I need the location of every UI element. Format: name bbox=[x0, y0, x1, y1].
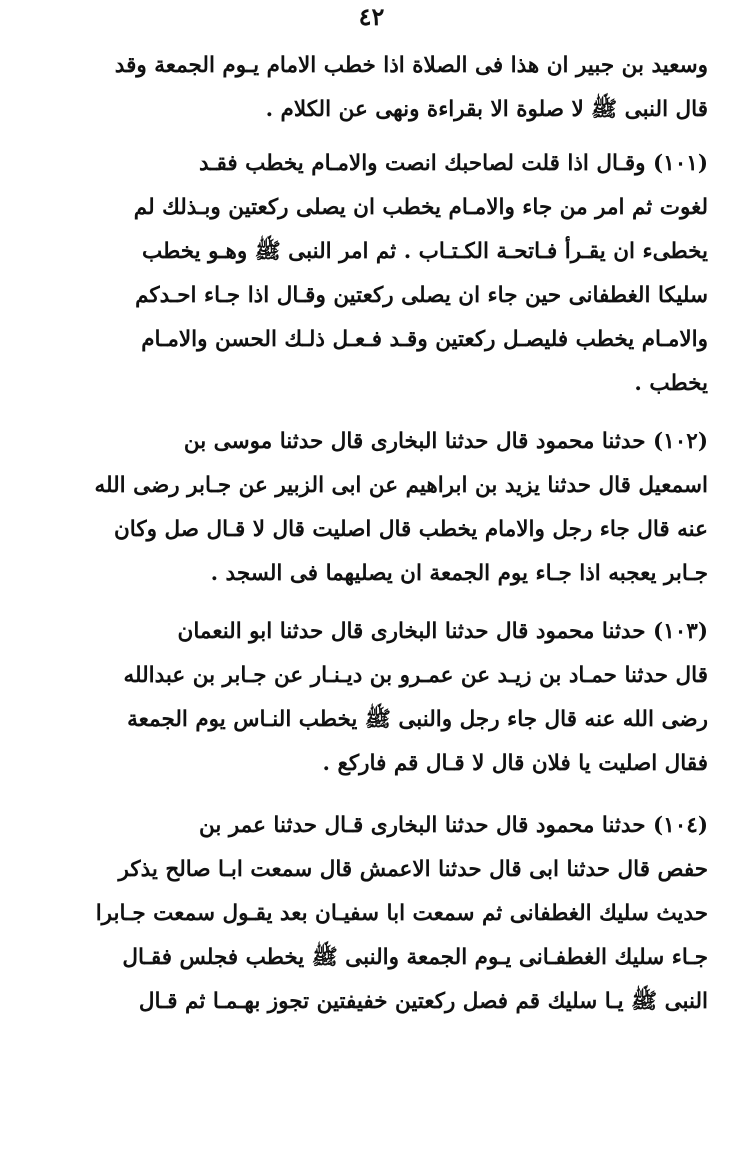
text-line: حفص قال حدثنا ابى قال حدثنا الاعمش قال سمعت ابـا صالح يذكر bbox=[118, 857, 708, 882]
text-line: (١٠٢) حدثنا محمود قال حدثنا البخارى قال حدثنا موسى بن bbox=[183, 429, 708, 454]
paragraph-101 bbox=[44, 142, 708, 406]
text-line: قال النبى ﷺ لا صلوة الا بقراءة ونهى عن الكلام . bbox=[265, 97, 708, 122]
text-line: لغوت ثم امر من جاء والامـام يخطب ان يصلى ركعتين وبـذلك لم bbox=[133, 195, 708, 220]
paragraph-103 bbox=[44, 610, 708, 786]
text-line: (١٠١) وقـال اذا قلت لصاحبك انصت والامـام يخطب فقـد bbox=[198, 151, 708, 176]
text-line: وسعيد بن جبير ان هذا فى الصلاة اذا خطب الامام يـوم الجمعة وقد bbox=[114, 53, 708, 78]
text-line: سليكا الغطفانى حين جاء ان يصلى ركعتين وقـال اذا جـاء احـدكم bbox=[135, 283, 708, 308]
text-line: حديث سليك الغطفانى ثم سمعت ابا سفيـان بعد يقـول سمعت جـابرا bbox=[95, 901, 708, 926]
text-line: (١٠٣) حدثنا محمود قال حدثنا البخارى قال حدثنا ابو النعمان bbox=[177, 619, 708, 644]
text-line: عنه قال جاء رجل والامام يخطب قال اصليت قال لا قـال صل وكان bbox=[114, 517, 708, 542]
paragraph-continuation bbox=[44, 44, 708, 132]
page-number: ٤٢ bbox=[358, 2, 385, 31]
text-line: يخطىء ان يقـرأ فـاتحـة الكـتـاب . ثم امر النبى ﷺ وهـو يخطب bbox=[142, 239, 708, 264]
text-line: قال حدثنا حمـاد بن زيـد عن عمـرو بن ديـنـار عن جـابر بن عبدالله bbox=[123, 663, 708, 688]
text-line: النبى ﷺ يـا سليك قم فصل ركعتين خفيفتين تجوز بهـمـا ثم قـال bbox=[138, 989, 708, 1014]
text-line: فقال اصليت يا فلان قال لا قـال قم فاركع . bbox=[322, 751, 708, 776]
text-line: (١٠٤) حدثنا محمود قال حدثنا البخارى قـال حدثنا عمر بن bbox=[198, 813, 708, 838]
text-line: جـابر يعجبه اذا جـاء يوم الجمعة ان يصليهما فى السجد . bbox=[210, 561, 708, 586]
paragraph-104 bbox=[44, 804, 708, 1024]
text-line: والامـام يخطب فليصـل ركعتين وقـد فـعـل ذلـك الحسن والامـام bbox=[141, 327, 708, 352]
text-line: اسمعيل قال حدثنا يزيد بن ابراهيم عن ابى الزبير عن جـابر رضى الله bbox=[94, 473, 708, 498]
text-line: يخطب . bbox=[634, 371, 708, 396]
text-line: جـاء سليك الغطفـانى يـوم الجمعة والنبى ﷺ يخطب فجلس فقـال bbox=[122, 945, 708, 970]
text-line: رضى الله عنه قال جاء رجل والنبى ﷺ يخطب النـاس يوم الجمعة bbox=[127, 707, 708, 732]
paragraph-102 bbox=[44, 420, 708, 596]
